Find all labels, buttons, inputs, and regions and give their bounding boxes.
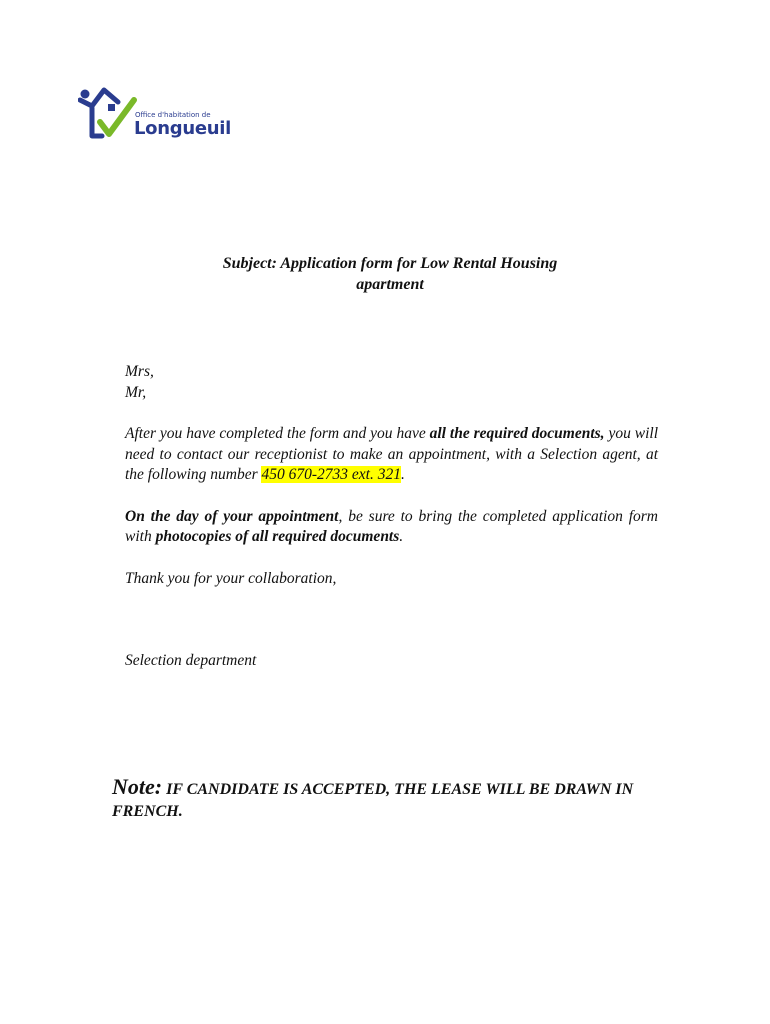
note-block	[112, 776, 652, 823]
paragraph-text: .	[400, 466, 405, 483]
salutation-mr: Mr,	[125, 383, 147, 401]
logo-tagline: Office d'habitation de	[135, 111, 211, 119]
note-text: IF CANDIDATE IS ACCEPTED, THE LEASE WILL BE DRAWN IN FRENCH.	[112, 781, 634, 820]
paragraph-appointment	[125, 507, 658, 548]
letter-body	[125, 362, 658, 672]
paragraph-text: you will need to contact our receptionist to make an appointment, with a Selection agent, at the following number	[125, 425, 659, 483]
subject-line-1: Subject: Application form for Low Rental Housing	[222, 255, 558, 272]
note-label: Note:	[112, 774, 163, 799]
closing-line: Thank you for your collaboration,	[125, 569, 337, 587]
salutation-mrs: Mrs,	[125, 363, 154, 380]
paragraph-bold: On the day of your appointment	[125, 507, 339, 525]
longueuil-logo	[78, 80, 232, 144]
signature-line: Selection department	[125, 652, 257, 669]
phone-number: 450 670-2733 ext. 321	[261, 466, 401, 483]
paragraph-bold: all the required documents,	[429, 425, 605, 442]
subject-heading	[125, 253, 655, 295]
paragraph-text: After you have completed the form and you have	[125, 425, 430, 442]
paragraph-text: , be sure to bring the completed application form with	[125, 507, 658, 545]
house-check-icon	[78, 80, 138, 144]
paragraph-contact	[125, 424, 658, 486]
logo-wordmark: Longueuil	[134, 118, 232, 139]
paragraph-text: .	[399, 528, 404, 545]
paragraph-bold: photocopies of all required documents	[155, 528, 400, 545]
subject-line-2: apartment	[356, 276, 424, 293]
